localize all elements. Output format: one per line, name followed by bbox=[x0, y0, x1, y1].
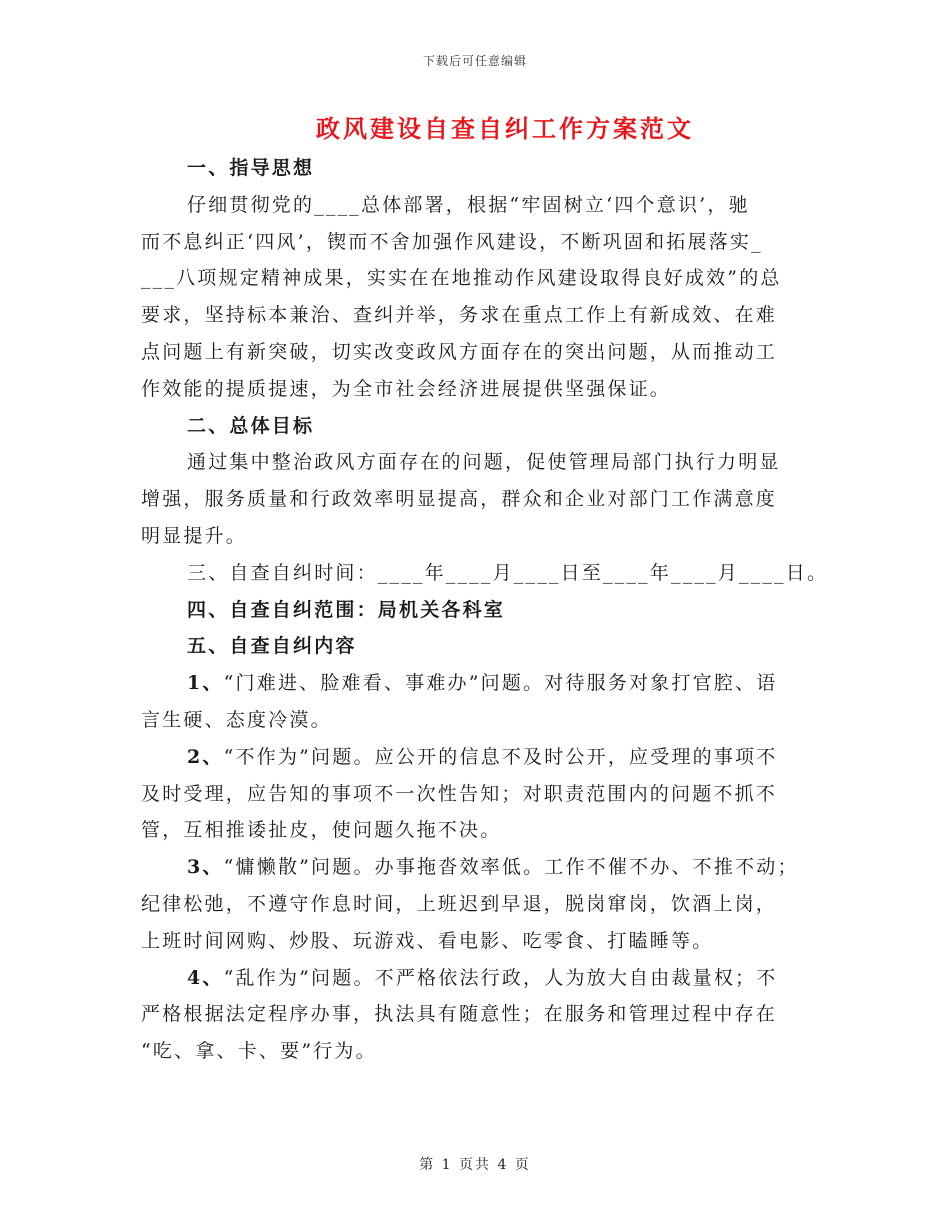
item-number: 3、 bbox=[187, 856, 224, 879]
paragraph-line: 严格根据法定程序办事，执法具有随意性；在服务和管理过程中存在 bbox=[141, 1003, 778, 1026]
paragraph-line: “吃、拿、卡、要”行为。 bbox=[141, 1040, 377, 1063]
document-title: 政风建设自查自纠工作方案范文 bbox=[316, 114, 694, 143]
list-item-4 bbox=[141, 960, 813, 997]
paragraph-line: 管，互相推诿扯皮，使问题久拖不决。 bbox=[141, 819, 502, 842]
document-body bbox=[141, 150, 829, 1070]
item-number: 2、 bbox=[187, 745, 224, 768]
list-item-1 bbox=[141, 665, 813, 702]
paragraph-line: 作效能的提质提速，为全市社会经济进展提供坚强保证。 bbox=[141, 377, 672, 400]
paragraph-line: 要求，坚持标本兼治、查纠并举，务求在重点工作上有新成效、在难 bbox=[141, 304, 778, 327]
list-item-2 bbox=[141, 739, 813, 776]
paragraph-line: 增强，服务质量和行政效率明显提高，群众和企业对部门工作满意度 bbox=[141, 488, 778, 511]
paragraph-line: 明显提升。 bbox=[141, 524, 248, 547]
section-heading-scope: 四、自查自纠范围：局机关各科室 bbox=[187, 598, 506, 621]
paragraph-line: 纪律松弛，不遵守作息时间，上班迟到早退，脱岗窜岗，饮酒上岗， bbox=[141, 892, 778, 915]
paragraph-line: 点问题上有新突破，切实改变政风方面存在的突出问题，从而推动工 bbox=[141, 340, 778, 363]
item-text: “慵懒散”问题。办事拖沓效率低。工作不催不办、不推不动； bbox=[223, 856, 799, 879]
paragraph-line: 仔细贯彻党的____总体部署，根据“牢固树立‘四个意识’，驰 bbox=[187, 193, 750, 216]
section-self-check-time: 三、自查自纠时间：____年____月____日至____年____月____日。 bbox=[187, 561, 829, 584]
paragraph-line: 而不息纠正‘四风’，锲而不舍加强作风建设，不断巩固和拓展落实_ bbox=[141, 230, 763, 253]
item-number: 1、 bbox=[187, 672, 224, 695]
section-heading-guiding-ideology: 一、指导思想 bbox=[187, 157, 315, 179]
page-number-footer: 第 1 页共 4 页 bbox=[419, 1157, 531, 1173]
paragraph-line: ___八项规定精神成果，实实在在地推动作风建设取得良好成效”的总 bbox=[141, 267, 782, 290]
item-text: “乱作为”问题。不严格依法行政，人为放大自由裁量权；不 bbox=[223, 966, 778, 989]
list-item-3 bbox=[141, 849, 813, 886]
paragraph-line: 及时受理，应告知的事项不一次性告知；对职责范围内的问题不抓不 bbox=[141, 782, 778, 805]
section-heading-content: 五、自查自纠内容 bbox=[187, 635, 357, 658]
item-text: “不作为”问题。应公开的信息不及时公开，应受理的事项不 bbox=[223, 745, 778, 768]
item-text: “门难进、脸难看、事难办”问题。对待服务对象打官腔、语 bbox=[223, 672, 778, 695]
section-heading-overall-goal: 二、总体目标 bbox=[187, 414, 315, 437]
paragraph-line: 上班时间网购、炒股、玩游戏、看电影、吃零食、打瞌睡等。 bbox=[141, 929, 714, 952]
header-note: 下载后可任意编辑 bbox=[422, 54, 527, 68]
paragraph-line: 通过集中整治政风方面存在的问题，促使管理局部门执行力明显 bbox=[187, 451, 781, 474]
item-number: 4、 bbox=[187, 966, 224, 989]
paragraph-line: 言生硬、态度冷漠。 bbox=[141, 708, 332, 731]
